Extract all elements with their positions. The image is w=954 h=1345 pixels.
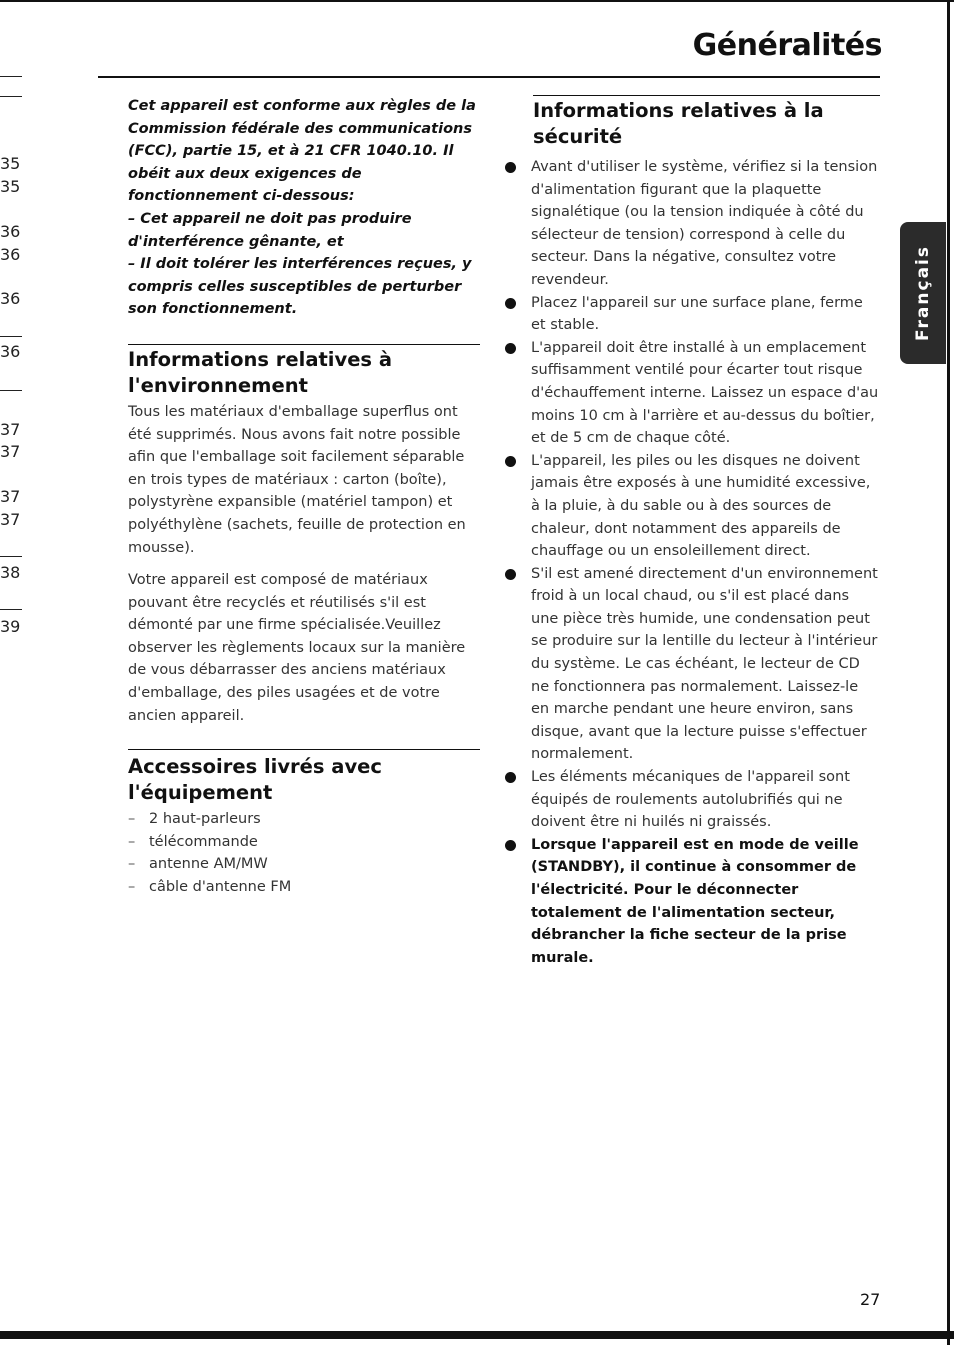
bullet-icon xyxy=(505,456,516,467)
page-bottom-edge xyxy=(0,1331,954,1339)
language-tab xyxy=(900,222,946,364)
page-right-edge xyxy=(947,0,950,1345)
margin-page-number: 39 xyxy=(0,617,21,636)
list-item xyxy=(505,766,880,834)
margin-page-number: 36 xyxy=(0,222,21,241)
safety-text: L'appareil, les piles ou les disques ne doivent jamais être exposés à une humidité excessive, à la pluie, à du sable ou à des sources de chaleur, dont notamment des appareils de chauffage ou un ensoleillement direct. xyxy=(531,452,871,560)
list-item xyxy=(505,337,880,450)
page-number: 27 xyxy=(860,1290,881,1309)
bullet-icon xyxy=(505,343,516,354)
list-item xyxy=(505,834,880,970)
safety-text: Avant d'utiliser le système, vérifiez si la tension d'alimentation figurant que la plaquette signalétique (ou la tension indiquée à côté du sélecteur de tension) correspond à celle du secteur. Dans la négative, consultez votre revendeur. xyxy=(531,159,878,288)
margin-rule xyxy=(0,336,22,337)
safety-text-standby: Lorsque l'appareil est en mode de veille (STANDBY), il continue à consommer de l'électricité. Pour le déconnecter totalement de l'alimentation secteur, débrancher la fiche secteur de la prise murale. xyxy=(531,836,859,966)
margin-toc xyxy=(0,0,30,1345)
list-item: – télécommande xyxy=(128,831,480,854)
fcc-intro: Cet appareil est conforme aux règles de la Commission fédérale des communications (FCC), partie 15, et à 21 CFR 1040.10. Il obéit aux deux exigences de fonctionnement ci-dessous: xyxy=(128,98,476,205)
safety-text: L'appareil doit être installé à un emplacement suffisamment ventilé pour écarter tout risque d'échauffement interne. Laissez un espace d'au moins 10 cm à l'arrière et au-dessus du boîtier, et de 5 cm de chaque côté. xyxy=(531,339,879,447)
left-column xyxy=(128,95,480,899)
margin-page-number: 36 xyxy=(0,245,21,264)
page-title: Généralités xyxy=(692,28,882,63)
margin-page-number: 36 xyxy=(0,342,21,361)
bullet-icon xyxy=(505,569,516,580)
safety-text: Les éléments mécaniques de l'appareil sont équipés de roulements autolubrifiés qui ne doivent être ni huilés ni graissés. xyxy=(531,769,850,831)
right-column xyxy=(505,95,880,969)
margin-rule xyxy=(0,556,22,557)
list-item xyxy=(505,563,880,766)
margin-page-number: 36 xyxy=(0,289,21,308)
list-item xyxy=(505,450,880,563)
margin-page-number: 37 xyxy=(0,510,21,529)
safety-heading: Informations relatives à la sécurité xyxy=(533,99,824,148)
environment-paragraph-1: Tous les matériaux d'emballage superflus ont été supprimés. Nous avons fait notre possible afin que l'emballage soit facilement séparable en trois types de matériaux : carton (boîte), polystyrène expansible (matériel tampon) et polyéthylène (sachets, feuille de protection en mousse). xyxy=(128,403,466,556)
margin-page-number: 37 xyxy=(0,420,21,439)
margin-rule xyxy=(0,76,22,77)
language-tab-label: Français xyxy=(913,245,933,341)
margin-rule xyxy=(0,390,22,391)
bullet-icon xyxy=(505,840,516,851)
accessories-list xyxy=(128,808,480,898)
margin-page-number: 37 xyxy=(0,442,21,461)
section-rule xyxy=(128,344,480,345)
bullet-icon xyxy=(505,298,516,309)
list-item: – 2 haut-parleurs xyxy=(128,808,480,831)
safety-text: Placez l'appareil sur une surface plane, ferme et stable. xyxy=(531,294,863,334)
title-rule xyxy=(98,76,880,78)
margin-page-number: 35 xyxy=(0,154,21,173)
accessories-heading: Accessoires livrés avec l'équipement xyxy=(128,755,382,805)
margin-page-number: 37 xyxy=(0,487,21,506)
margin-rule xyxy=(0,609,22,610)
fcc-notice xyxy=(128,95,480,321)
environment-paragraph-2: Votre appareil est composé de matériaux pouvant être recyclés et réutilisés s'il est démonté par une firme spécialisée.Veuillez observer les règlements locaux sur la manière de vous débarrasser des anciens matériaux d'emballage, des piles usagées et de votre ancien appareil. xyxy=(128,572,466,724)
list-item xyxy=(505,156,880,292)
bullet-icon xyxy=(505,772,516,783)
margin-page-number: 35 xyxy=(0,177,21,196)
margin-page-number: 38 xyxy=(0,563,21,582)
fcc-requirement-1: – Cet appareil ne doit pas produire d'interférence gênante, et xyxy=(128,210,412,250)
list-item: – antenne AM/MW xyxy=(128,853,480,876)
safety-text: S'il est amené directement d'un environnement froid à un local chaud, ou s'il est placé dans une pièce très humide, une condensation peut se produire sur la lentille du lecteur à l'intérieur du système. Le cas échéant, le lecteur de CD ne fonctionnera pas normalement. Laissez-le en marche pendant une heure environ, sans disque, avant que la lecture puisse s'effectuer normalement. xyxy=(531,565,878,763)
fcc-requirement-2: – Il doit tolérer les interférences reçues, y compris celles susceptibles de perturber son fonctionnement. xyxy=(128,256,472,318)
section-rule xyxy=(128,749,480,750)
margin-rule xyxy=(0,96,22,97)
environment-heading: Informations relatives à l'environnement xyxy=(128,347,392,397)
section-rule xyxy=(533,95,880,96)
safety-list xyxy=(505,156,880,969)
list-item xyxy=(505,292,880,337)
bullet-icon xyxy=(505,162,516,173)
list-item: – câble d'antenne FM xyxy=(128,876,480,899)
page-top-edge xyxy=(0,0,954,2)
